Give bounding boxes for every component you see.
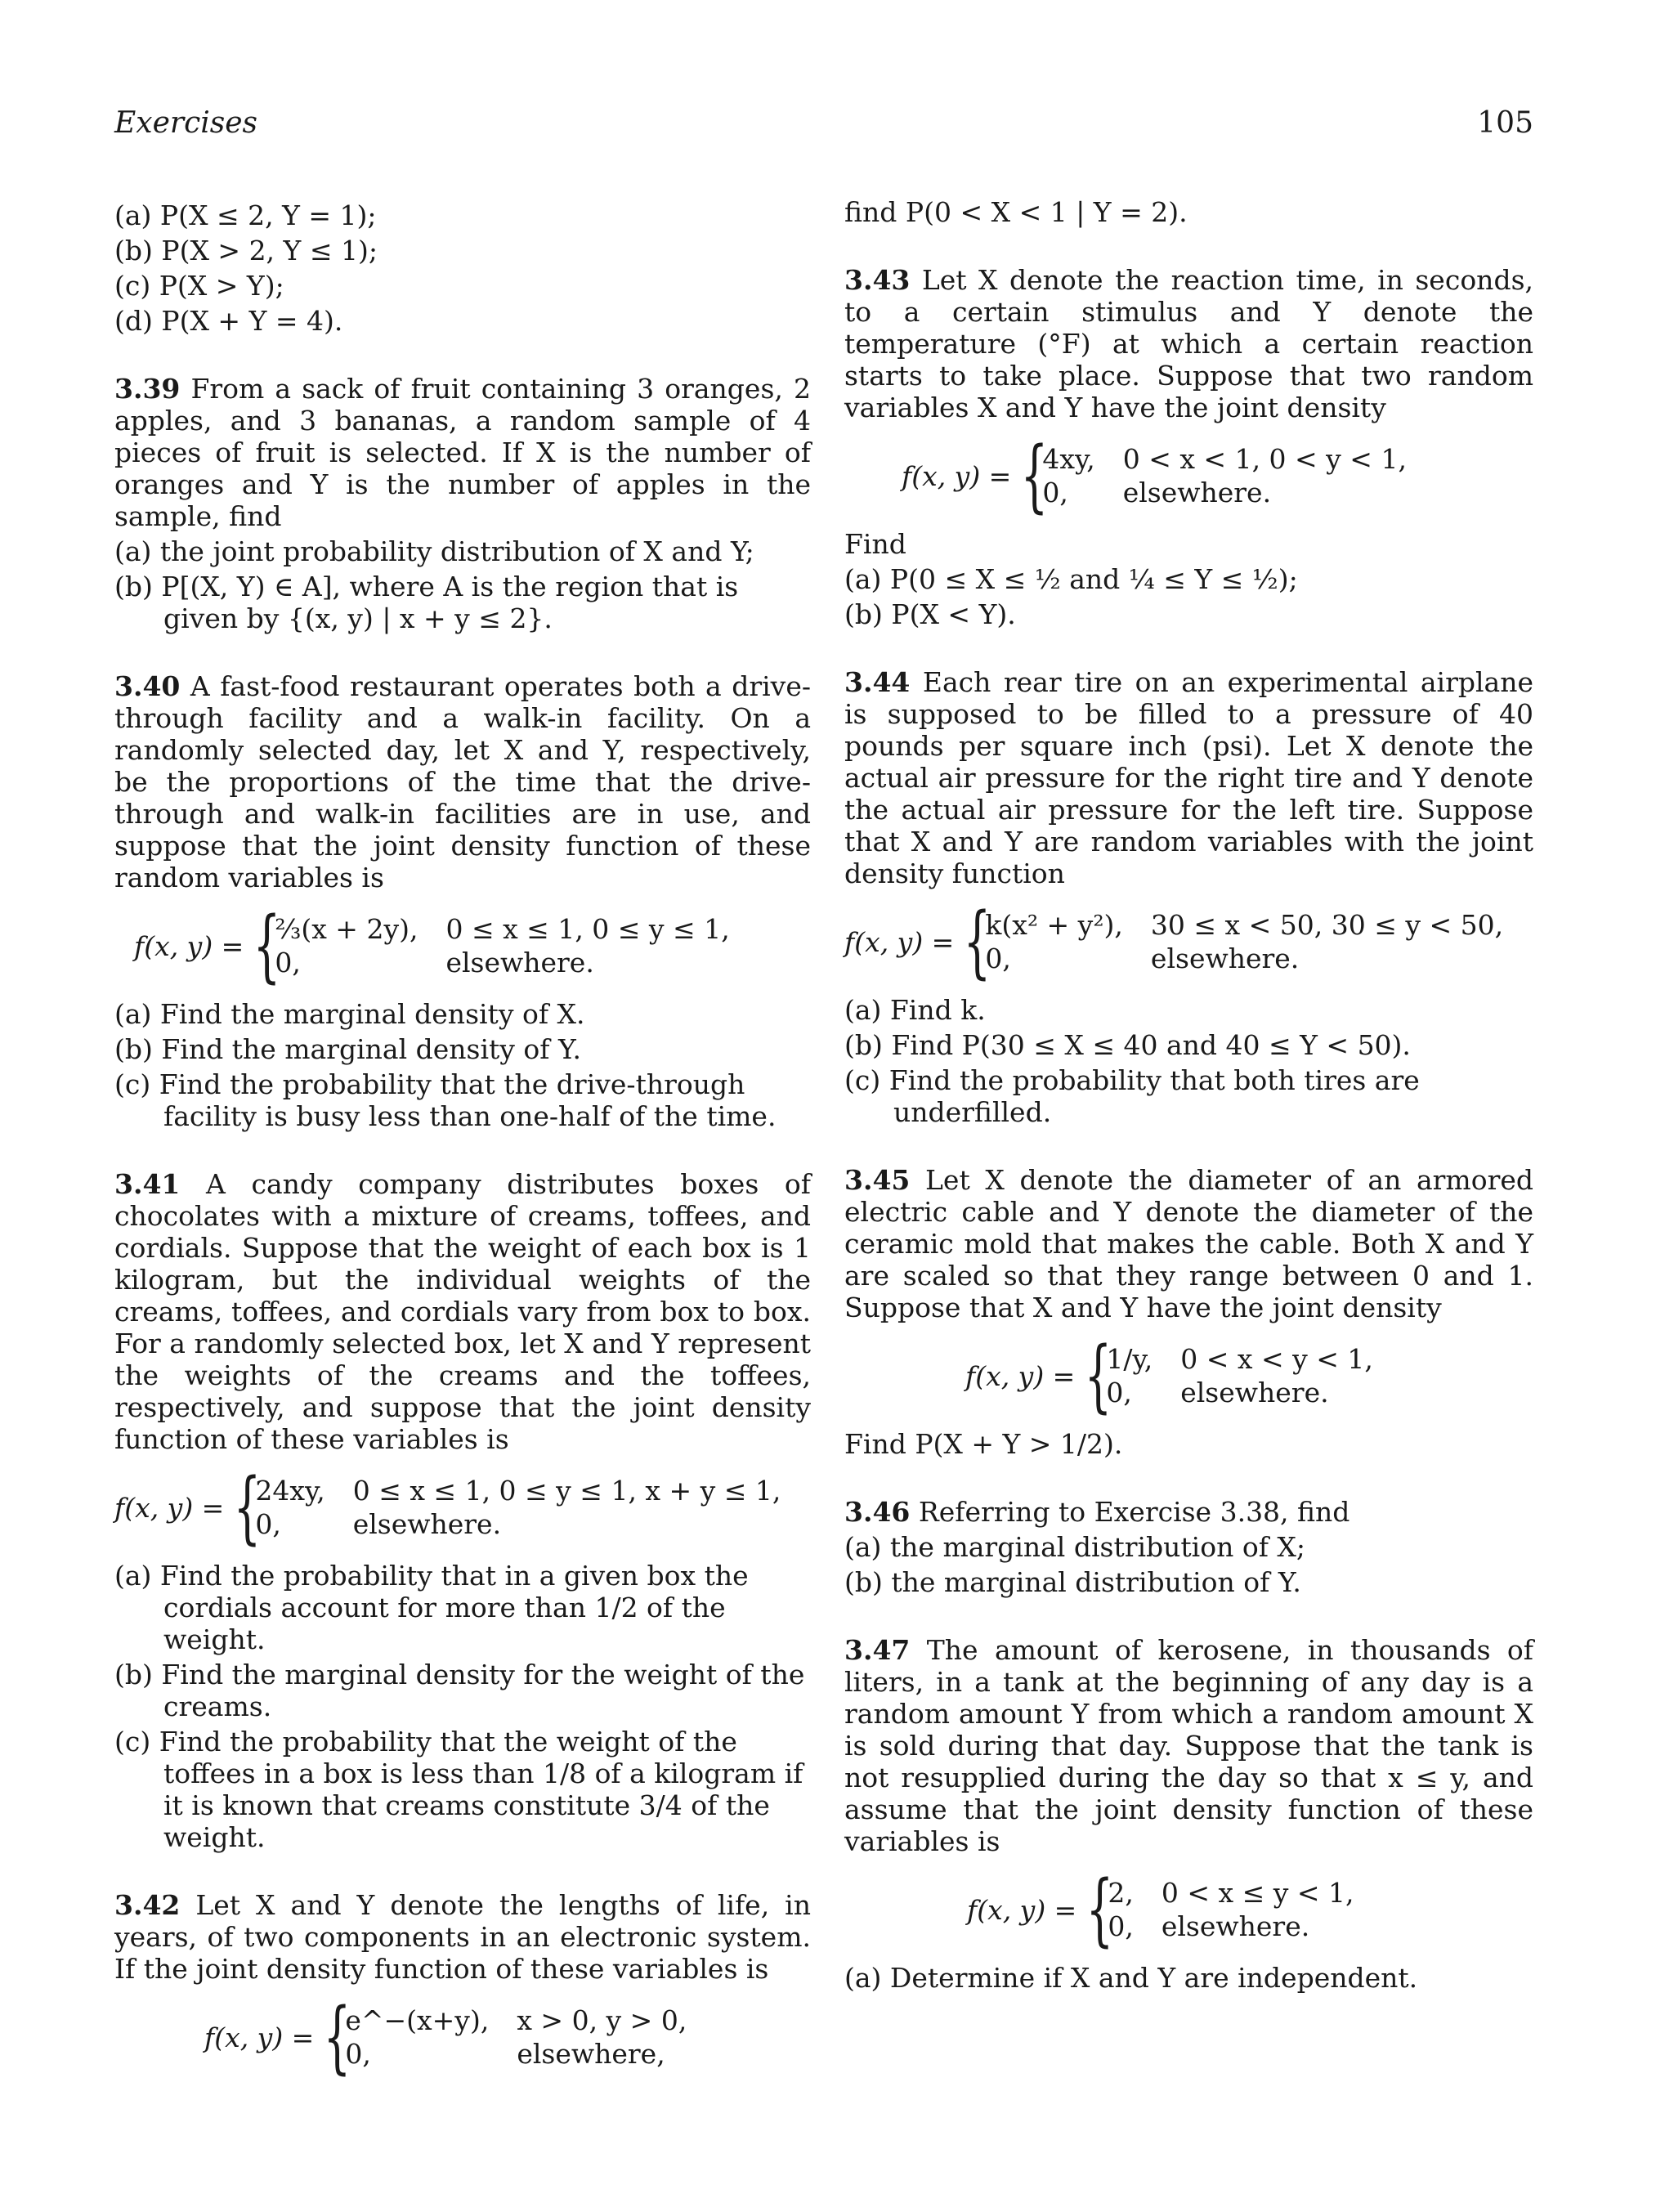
part-item: (a) the marginal distribution of X; [844, 1531, 1306, 1563]
exercise-number: 3.41 [114, 1168, 181, 1200]
part-item: (a) Find k. [844, 994, 986, 1026]
equation-lhs: f(x, y) = [114, 1491, 225, 1524]
case-condition: elsewhere. [1122, 477, 1272, 508]
equation-lhs: f(x, y) = [967, 1893, 1077, 1926]
exercise-3-42-continued [844, 196, 1533, 228]
exercise-body: The amount of kerosene, in thousands of liters, in a tank at the beginning of any day is a random amount Y from which a random amount X is sold during that day. Suppose that the tank is not resupplied during the day so that x ≤ y, and assume that the joint density function of these variables is [844, 1634, 1533, 1857]
case-expression: 0, [275, 947, 301, 978]
part-item: (b) Find the marginal density for the weight of the creams. [114, 1659, 805, 1722]
piecewise-cases [1108, 1877, 1354, 1942]
exercise-body: A fast-food restaurant operates both a drive-through facility and a walk-in facility. On a randomly selected day, let X and Y, respectively, be the proportions of the time that the drive-through and walk-in facilities are in use, and suppose that the joint density function of these random variables is [114, 670, 811, 893]
part-item: (b) P(X < Y). [844, 598, 1016, 630]
left-brace-icon: { [323, 1991, 351, 2083]
part-item: (b) Find the marginal density of Y. [114, 1033, 581, 1065]
find-label: Find [844, 528, 906, 560]
case-condition: elsewhere. [1180, 1377, 1329, 1408]
density-equation [844, 896, 1533, 987]
case-expression: 0, [345, 2038, 371, 2070]
case-condition: 30 ≤ x < 50, 30 ≤ y < 50, [1150, 909, 1504, 941]
case-expression: 24xy, [255, 1475, 325, 1507]
left-brace-icon: { [1085, 1864, 1114, 1955]
exercise-body: A candy company distributes boxes of chocolates with a mixture of creams, toffees, and cordials. Suppose that the weight of each box is 1 kilogram, but the individual weights of the creams, toffees, and cordials vary from box to box. For a randomly selected box, let X and Y represent the weights of the creams and the toffees, respectively, and suppose that the joint density function of these variables is [114, 1168, 811, 1455]
piecewise-cases [985, 909, 1503, 974]
density-equation [114, 1462, 811, 1553]
left-brace-icon: { [1020, 430, 1049, 522]
exercise-body: From a sack of fruit containing 3 oranges, 2 apples, and 3 bananas, a random sample of 4 pieces of fruit is selected. If X is the number of oranges and Y is the number of apples in the sample, find [114, 373, 811, 532]
part-item: (a) Determine if X and Y are independent. [844, 1962, 1418, 1994]
exercise-text [114, 1168, 811, 1455]
case-expression: 0, [1108, 1910, 1134, 1942]
part-item: (b) Find P(30 ≤ X ≤ 40 and 40 ≤ Y < 50). [844, 1029, 1411, 1061]
exercise-number: 3.45 [844, 1164, 911, 1196]
exercise-number: 3.40 [114, 670, 181, 702]
exercise-text [114, 1889, 811, 1985]
exercise-number: 3.46 [844, 1496, 911, 1528]
left-column [114, 196, 811, 2094]
part-item: (a) the joint probability distribution of X and Y; [114, 535, 754, 567]
exercise-3-45 [844, 1164, 1533, 1460]
density-equation [204, 1991, 811, 2083]
piecewise-cases [345, 2004, 687, 2070]
page-header [114, 106, 1533, 155]
case-expression: 1/y, [1106, 1343, 1153, 1375]
case-condition: elsewhere, [517, 2038, 665, 2070]
exercise-3-47 [844, 1634, 1533, 1994]
part-item: (a) Find the probability that in a given box the cordials account for more than 1/2 of the weight. [114, 1560, 749, 1655]
exercise-text [844, 264, 1533, 423]
piecewise-cases [255, 1475, 781, 1540]
exercise-number: 3.39 [114, 373, 181, 405]
case-condition: 0 ≤ x ≤ 1, 0 ≤ y ≤ 1, x + y ≤ 1, [352, 1475, 781, 1507]
exercise-body: Referring to Exercise 3.38, find [918, 1496, 1350, 1528]
case-expression: 0, [1106, 1377, 1132, 1408]
density-equation [902, 430, 1533, 522]
equation-lhs: f(x, y) = [134, 929, 244, 962]
case-condition: 0 < x < y < 1, [1180, 1343, 1373, 1375]
case-expression: 0, [985, 943, 1011, 974]
exercise-text [844, 1164, 1533, 1323]
exercise-3-46 [844, 1496, 1533, 1598]
part-item: (d) P(X + Y = 4). [114, 305, 343, 337]
case-condition: elsewhere. [445, 947, 594, 978]
part-item: (c) Find the probability that the weight of the toffees in a box is less than 1/8 of a kilogram if it is known that creams constitute 3/4 of the weight. [114, 1726, 803, 1853]
part-item: (c) Find the probability that both tires are underfilled. [844, 1064, 1420, 1128]
exercise-body: Let X denote the reaction time, in seconds, to a certain stimulus and Y denote the temperature (°F) at which a certain reaction starts to take place. Suppose that two random variables X and Y have the joint density [844, 264, 1533, 423]
left-brace-icon: { [233, 1462, 262, 1553]
density-equation [967, 1864, 1533, 1955]
exercise-text [844, 666, 1533, 889]
case-expression: ⅔(x + 2y), [275, 913, 418, 945]
case-condition: 0 < x < 1, 0 < y < 1, [1122, 443, 1407, 475]
case-expression: e^−(x+y), [345, 2004, 490, 2036]
case-expression: 4xy, [1042, 443, 1095, 475]
case-expression: k(x² + y²), [985, 909, 1123, 941]
exercise-3-43 [844, 264, 1533, 630]
exercise-3-42 [114, 1889, 811, 2083]
case-condition: x > 0, y > 0, [517, 2004, 687, 2036]
part-item: (a) Find the marginal density of X. [114, 998, 585, 1030]
equation-lhs: f(x, y) = [965, 1359, 1076, 1392]
exercise-number: 3.42 [114, 1889, 181, 1921]
piecewise-cases [1042, 443, 1407, 508]
case-expression: 2, [1108, 1877, 1134, 1909]
density-equation [965, 1330, 1533, 1422]
right-column [844, 196, 1533, 2018]
exercise-3-39 [114, 373, 811, 634]
part-item: (b) the marginal distribution of Y. [844, 1566, 1301, 1598]
exercise-body: Let X denote the diameter of an armored electric cable and Y denote the diameter of the ceramic mold that makes the cable. Both X and Y are scaled so that they range between 0 and 1. Suppose that X and Y have the joint density [844, 1164, 1533, 1323]
piecewise-cases [1106, 1343, 1373, 1408]
equation-lhs: f(x, y) = [204, 2021, 315, 2053]
case-expression: 0, [255, 1508, 281, 1540]
page-number: 105 [1477, 106, 1533, 140]
case-condition: 0 ≤ x ≤ 1, 0 ≤ y ≤ 1, [445, 913, 730, 945]
case-expression: 0, [1042, 477, 1068, 508]
exercise-number: 3.47 [844, 1634, 911, 1666]
exercise-3-41 [114, 1168, 811, 1853]
part-item: (b) P(X > 2, Y ≤ 1); [114, 235, 378, 266]
part-item: (c) Find the probability that the drive-through facility is busy less than one-half of the time. [114, 1068, 777, 1132]
left-brace-icon: { [963, 896, 991, 987]
exercise-text: find P(0 < X < 1 | Y = 2). [844, 196, 1188, 228]
part-item: (b) P[(X, Y) ∈ A], where A is the region that is given by {(x, y) | x + y ≤ 2}. [114, 571, 739, 634]
case-condition: 0 < x ≤ y < 1, [1161, 1877, 1354, 1909]
equation-lhs: f(x, y) = [844, 925, 955, 958]
left-brace-icon: { [1084, 1330, 1112, 1422]
left-brace-icon: { [253, 900, 281, 992]
part-item: (a) P(X ≤ 2, Y = 1); [114, 199, 377, 231]
exercise-number: 3.43 [844, 264, 911, 296]
running-title: Exercises [114, 106, 258, 140]
exercise-text [844, 1496, 1533, 1528]
exercise-body: Each rear tire on an experimental airplane is supposed to be filled to a pressure of 40 pounds per square inch (psi). Let X denote the actual air pressure for the right tire and Y denote the actual air pressure for the left tire. Suppose that X and Y are random variables with the joint density function [844, 666, 1533, 889]
exercise-3-38-parts [114, 199, 811, 337]
case-condition: elsewhere. [1150, 943, 1300, 974]
exercise-text [114, 373, 811, 532]
piecewise-cases [275, 913, 729, 978]
exercise-text [114, 670, 811, 893]
part-item: (c) P(X > Y); [114, 270, 284, 302]
case-condition: elsewhere. [1161, 1910, 1310, 1942]
equation-lhs: f(x, y) = [902, 459, 1012, 492]
exercise-number: 3.44 [844, 666, 911, 698]
part-item: (a) P(0 ≤ X ≤ ½ and ¼ ≤ Y ≤ ½); [844, 563, 1298, 595]
exercise-text [844, 1634, 1533, 1857]
exercise-3-44 [844, 666, 1533, 1128]
case-condition: elsewhere. [352, 1508, 502, 1540]
density-equation [134, 900, 811, 992]
find-label: Find P(X + Y > 1/2). [844, 1428, 1123, 1460]
exercise-3-40 [114, 670, 811, 1132]
exercise-body: Let X and Y denote the lengths of life, in years, of two components in an electronic system. If the joint density function of these variables is [114, 1889, 811, 1985]
